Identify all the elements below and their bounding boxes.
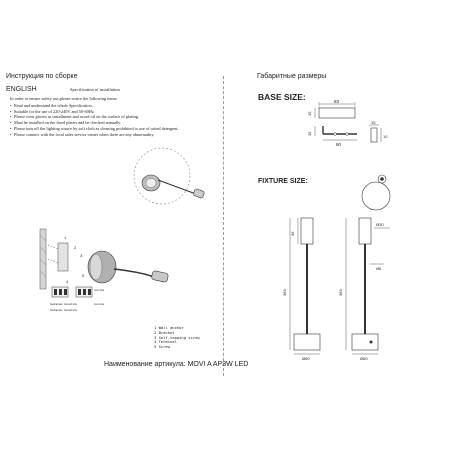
wire-label: Live wire bbox=[94, 303, 105, 306]
wire-label: Neutral wire bbox=[50, 309, 63, 312]
dim-label: 383 bbox=[282, 289, 287, 296]
legend-item: 2 Bracket bbox=[154, 329, 175, 335]
article-name: Наименование артикула: MOVI A AP3W LED bbox=[104, 361, 249, 368]
dim-label: Ø30 bbox=[376, 222, 384, 227]
callout-3: 3 bbox=[80, 253, 83, 258]
wire-label: Neutral wire bbox=[50, 303, 63, 306]
dim-label: 15 bbox=[307, 131, 312, 136]
base-size-drawing bbox=[305, 100, 395, 160]
wire-label: Live wire bbox=[94, 289, 105, 292]
dim-label: 15 bbox=[371, 120, 376, 125]
callout-2: 2 bbox=[74, 245, 77, 250]
dim-label: Ø60 bbox=[302, 356, 310, 361]
callout-5: 5 bbox=[82, 273, 85, 278]
safety-step: • Please connect with the local sales service center when there are any abnormality. bbox=[10, 132, 179, 138]
safety-step: • Please turn off the lighting source by soft cloth as cleaning prohibited to use of rotted detergent. bbox=[10, 126, 179, 132]
assembly-instruction-title: Инструкция по сборке bbox=[6, 73, 78, 80]
dim-label: 10 bbox=[383, 134, 388, 139]
dimensions-title: Габаритные размеры bbox=[257, 73, 327, 80]
dim-label: Ø60 bbox=[360, 356, 368, 361]
specification-title: Specification of installation bbox=[70, 87, 120, 92]
callout-1: 1 bbox=[64, 235, 67, 240]
callout-4: 4 bbox=[66, 279, 69, 284]
legend-item: 4 Terminal bbox=[154, 339, 177, 345]
fixture-front-drawing bbox=[282, 214, 332, 364]
legend-item: 1 Wall anchor bbox=[154, 325, 184, 330]
panel-divider bbox=[223, 76, 224, 376]
fixture-size-label: FIXTURE SIZE: bbox=[258, 178, 308, 185]
dim-label: 83 bbox=[334, 99, 340, 104]
installation-exploded-drawing bbox=[36, 225, 176, 320]
wire-label: Ground wire bbox=[64, 309, 78, 312]
base-size-label: BASE SIZE: bbox=[258, 92, 306, 102]
safety-step: • Please wear gloves as installment and avoid oil on the surface of plating. bbox=[10, 114, 179, 120]
legend-item: 5 Screw bbox=[154, 344, 171, 350]
lamp-detail-drawing bbox=[120, 138, 220, 208]
fixture-head-drawing bbox=[360, 170, 400, 220]
safety-step: • Must be installed on the fixed places and be checked annually. bbox=[10, 120, 179, 126]
dim-label: 15 bbox=[307, 111, 312, 116]
dim-label: Ø6 bbox=[376, 266, 382, 271]
safety-step: • Read and understand the whole Specification. bbox=[10, 103, 179, 109]
parts-legend bbox=[154, 326, 200, 350]
dim-label: 383 bbox=[338, 289, 343, 296]
dim-label: 45 bbox=[290, 231, 295, 236]
safety-step: • Suitable for the use of 220-240V and 50-60Hz. bbox=[10, 109, 179, 115]
safety-intro: In order to ensure safety use,please notice the following items: bbox=[10, 96, 118, 101]
safety-steps-list bbox=[10, 103, 179, 137]
dim-label: 60 bbox=[336, 142, 342, 147]
language-label: ENGLISH bbox=[6, 86, 37, 93]
fixture-side-drawing bbox=[340, 214, 400, 364]
legend-item: 3 Self-tapping screw bbox=[154, 334, 200, 340]
wire-label: Ground wire bbox=[64, 303, 78, 306]
